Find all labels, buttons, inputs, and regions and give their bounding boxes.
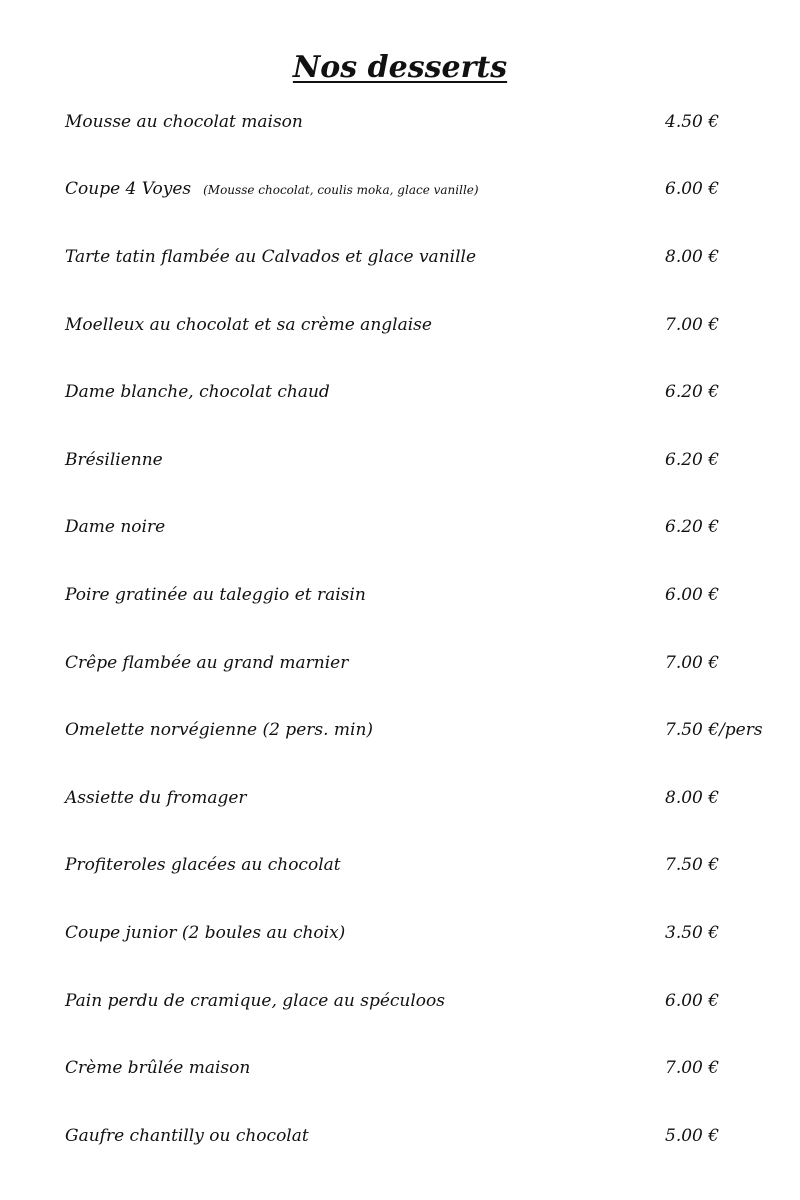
item-price: 6.20 € [665,450,720,470]
item-name: Dame blanche, chocolat chaud [65,382,330,402]
menu-item [0,850,800,880]
menu-item [0,174,800,204]
item-price: 6.00 € [665,179,720,199]
item-price: 7.00 € [665,1058,720,1078]
menu-item [0,377,800,407]
item-name: Dame noire [65,517,166,537]
menu-item [0,242,800,272]
item-price: 6.00 € [665,585,720,605]
menu-item [0,512,800,542]
item-price: 5.00 € [665,1126,720,1146]
menu-item [0,918,800,948]
item-note: (Mousse chocolat, coulis moka, glace vanille) [203,183,479,197]
menu-item [0,445,800,475]
menu-item [0,1053,800,1083]
item-name: Moelleux au chocolat et sa crème anglaise [65,315,432,335]
menu-item [0,986,800,1016]
item-price: 7.50 €/pers [665,720,763,740]
item-name: Pain perdu de cramique, glace au spéculoos [65,991,445,1011]
item-name: Coupe 4 Voyes [65,179,192,199]
item-name: Mousse au chocolat maison [65,112,303,132]
item-name: Poire gratinée au taleggio et raisin [65,585,366,605]
item-price: 8.00 € [665,247,720,267]
menu-item [0,1121,800,1151]
item-name: Coupe junior (2 boules au choix) [65,923,346,943]
item-price: 6.00 € [665,991,720,1011]
item-price: 4.50 € [665,112,720,132]
item-name: Gaufre chantilly ou chocolat [65,1126,309,1146]
item-name: Crème brûlée maison [65,1058,251,1078]
item-name-wrapper [65,174,479,205]
item-name: Brésilienne [65,450,163,470]
menu-item [0,107,800,137]
menu-item [0,580,800,610]
menu-title-text: Nos desserts [292,50,508,85]
menu-item [0,783,800,813]
item-name: Tarte tatin flambée au Calvados et glace vanille [65,247,477,267]
item-name: Crêpe flambée au grand marnier [65,653,349,673]
item-price: 8.00 € [665,788,720,808]
item-name: Profiteroles glacées au chocolat [65,855,341,875]
item-price: 3.50 € [665,923,720,943]
item-price: 6.20 € [665,517,720,537]
item-price: 7.00 € [665,653,720,673]
item-price: 7.00 € [665,315,720,335]
menu-item [0,648,800,678]
menu-item [0,310,800,340]
item-price: 6.20 € [665,382,720,402]
item-price: 7.50 € [665,855,720,875]
item-name: Assiette du fromager [65,788,247,808]
item-name: Omelette norvégienne (2 pers. min) [65,720,374,740]
menu-item [0,715,800,745]
